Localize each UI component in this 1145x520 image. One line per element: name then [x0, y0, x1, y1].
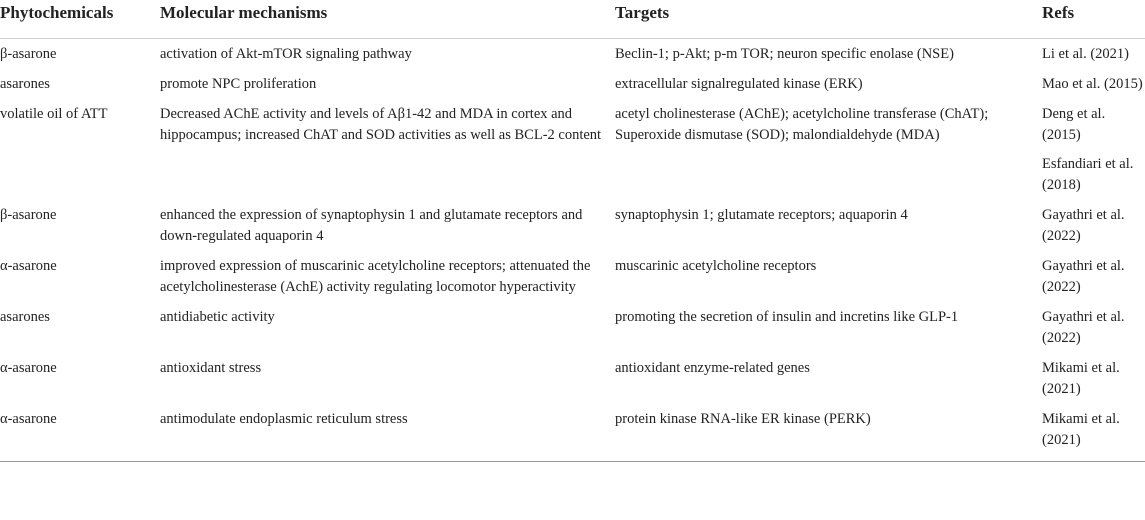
reference-link[interactable]: Esfandiari et al. (2018): [1042, 156, 1134, 193]
cell-targets: extracellular signalregulated kinase (ERK): [615, 76, 863, 92]
cell-mechanism: enhanced the expression of synaptophysin 1 and glutamate receptors and down-regulated aquaporin 4: [160, 207, 583, 244]
reference-link[interactable]: Gayathri et al. (2022): [1042, 258, 1125, 295]
cell-mechanism: antidiabetic activity: [160, 309, 275, 325]
cell-targets: muscarinic acetylcholine receptors: [615, 258, 817, 274]
cell-mechanism: promote NPC proliferation: [160, 76, 317, 92]
table-row: [0, 302, 1145, 353]
reference-link[interactable]: Mikami et al. (2021): [1042, 411, 1120, 448]
cell-targets: Beclin-1; p-Akt; p-m TOR; neuron specific enolase (NSE): [615, 46, 954, 62]
cell-targets: synaptophysin 1; glutamate receptors; aquaporin 4: [615, 207, 908, 223]
cell-refs: [1040, 69, 1145, 99]
cell-targets: promoting the secretion of insulin and incretins like GLP-1: [615, 309, 959, 325]
cell-mechanism: antimodulate endoplasmic reticulum stress: [158, 404, 613, 462]
reference-link[interactable]: Li et al. (2021): [1042, 46, 1129, 62]
table-row: [0, 404, 1145, 462]
cell-refs: [1040, 353, 1145, 404]
cell-refs: [1040, 302, 1145, 353]
table-row: [0, 251, 1145, 302]
table-body: [0, 39, 1145, 462]
table-row: [0, 200, 1145, 251]
table-row: [0, 353, 1145, 404]
header-row: [0, 0, 1145, 39]
cell-mechanism: Decreased AChE activity and levels of Aβ1-42 and MDA in cortex and hippocampus; increased ChAT and SOD activities as well as BCL-2 content: [160, 106, 602, 143]
cell-refs: [1040, 251, 1145, 302]
cell-refs: [1040, 99, 1145, 200]
cell-mechanism: improved expression of muscarinic acetylcholine receptors; attenuated the acetylcholinesterase (AchE) activity regulating locomotor hyperactivity: [160, 258, 591, 295]
cell-targets: antioxidant enzyme-related genes: [615, 360, 810, 376]
table-header: [0, 0, 1145, 39]
cell-phytochemical: α-asarone: [0, 404, 158, 462]
cell-targets: acetyl cholinesterase (AChE); acetylcholine transferase (ChAT); Superoxide dismutase (SOD); malondialdehyde (MDA): [615, 106, 989, 143]
table-row: [0, 69, 1145, 99]
header-phytochemicals: Phytochemicals: [0, 0, 158, 39]
cell-refs: [1040, 39, 1145, 70]
cell-phytochemical: β-asarone: [0, 46, 57, 62]
header-targets: Targets: [613, 0, 1040, 39]
header-mechanisms: Molecular mechanisms: [158, 0, 613, 39]
reference-link[interactable]: Mao et al. (2015): [1042, 76, 1143, 92]
table-row: [0, 39, 1145, 70]
cell-phytochemical: volatile oil of ATT: [0, 106, 108, 122]
cell-phytochemical: asarones: [0, 309, 50, 325]
table-row: [0, 99, 1145, 200]
cell-refs: [1040, 404, 1145, 462]
cell-phytochemical: β-asarone: [0, 207, 57, 223]
cell-phytochemical: α-asarone: [0, 360, 57, 376]
reference-link[interactable]: Mikami et al. (2021): [1042, 360, 1120, 397]
cell-phytochemical: asarones: [0, 76, 50, 92]
reference-link[interactable]: Gayathri et al. (2022): [1042, 309, 1125, 346]
header-refs: Refs: [1040, 0, 1145, 39]
reference-link[interactable]: Deng et al. (2015): [1042, 106, 1106, 143]
cell-mechanism: activation of Akt-mTOR signaling pathway: [160, 46, 412, 62]
reference-link[interactable]: Gayathri et al. (2022): [1042, 207, 1125, 244]
cell-mechanism: antioxidant stress: [160, 360, 262, 376]
cell-refs: [1040, 200, 1145, 251]
cell-phytochemical: α-asarone: [0, 258, 57, 274]
cell-targets: protein kinase RNA-like ER kinase (PERK): [613, 404, 1040, 462]
